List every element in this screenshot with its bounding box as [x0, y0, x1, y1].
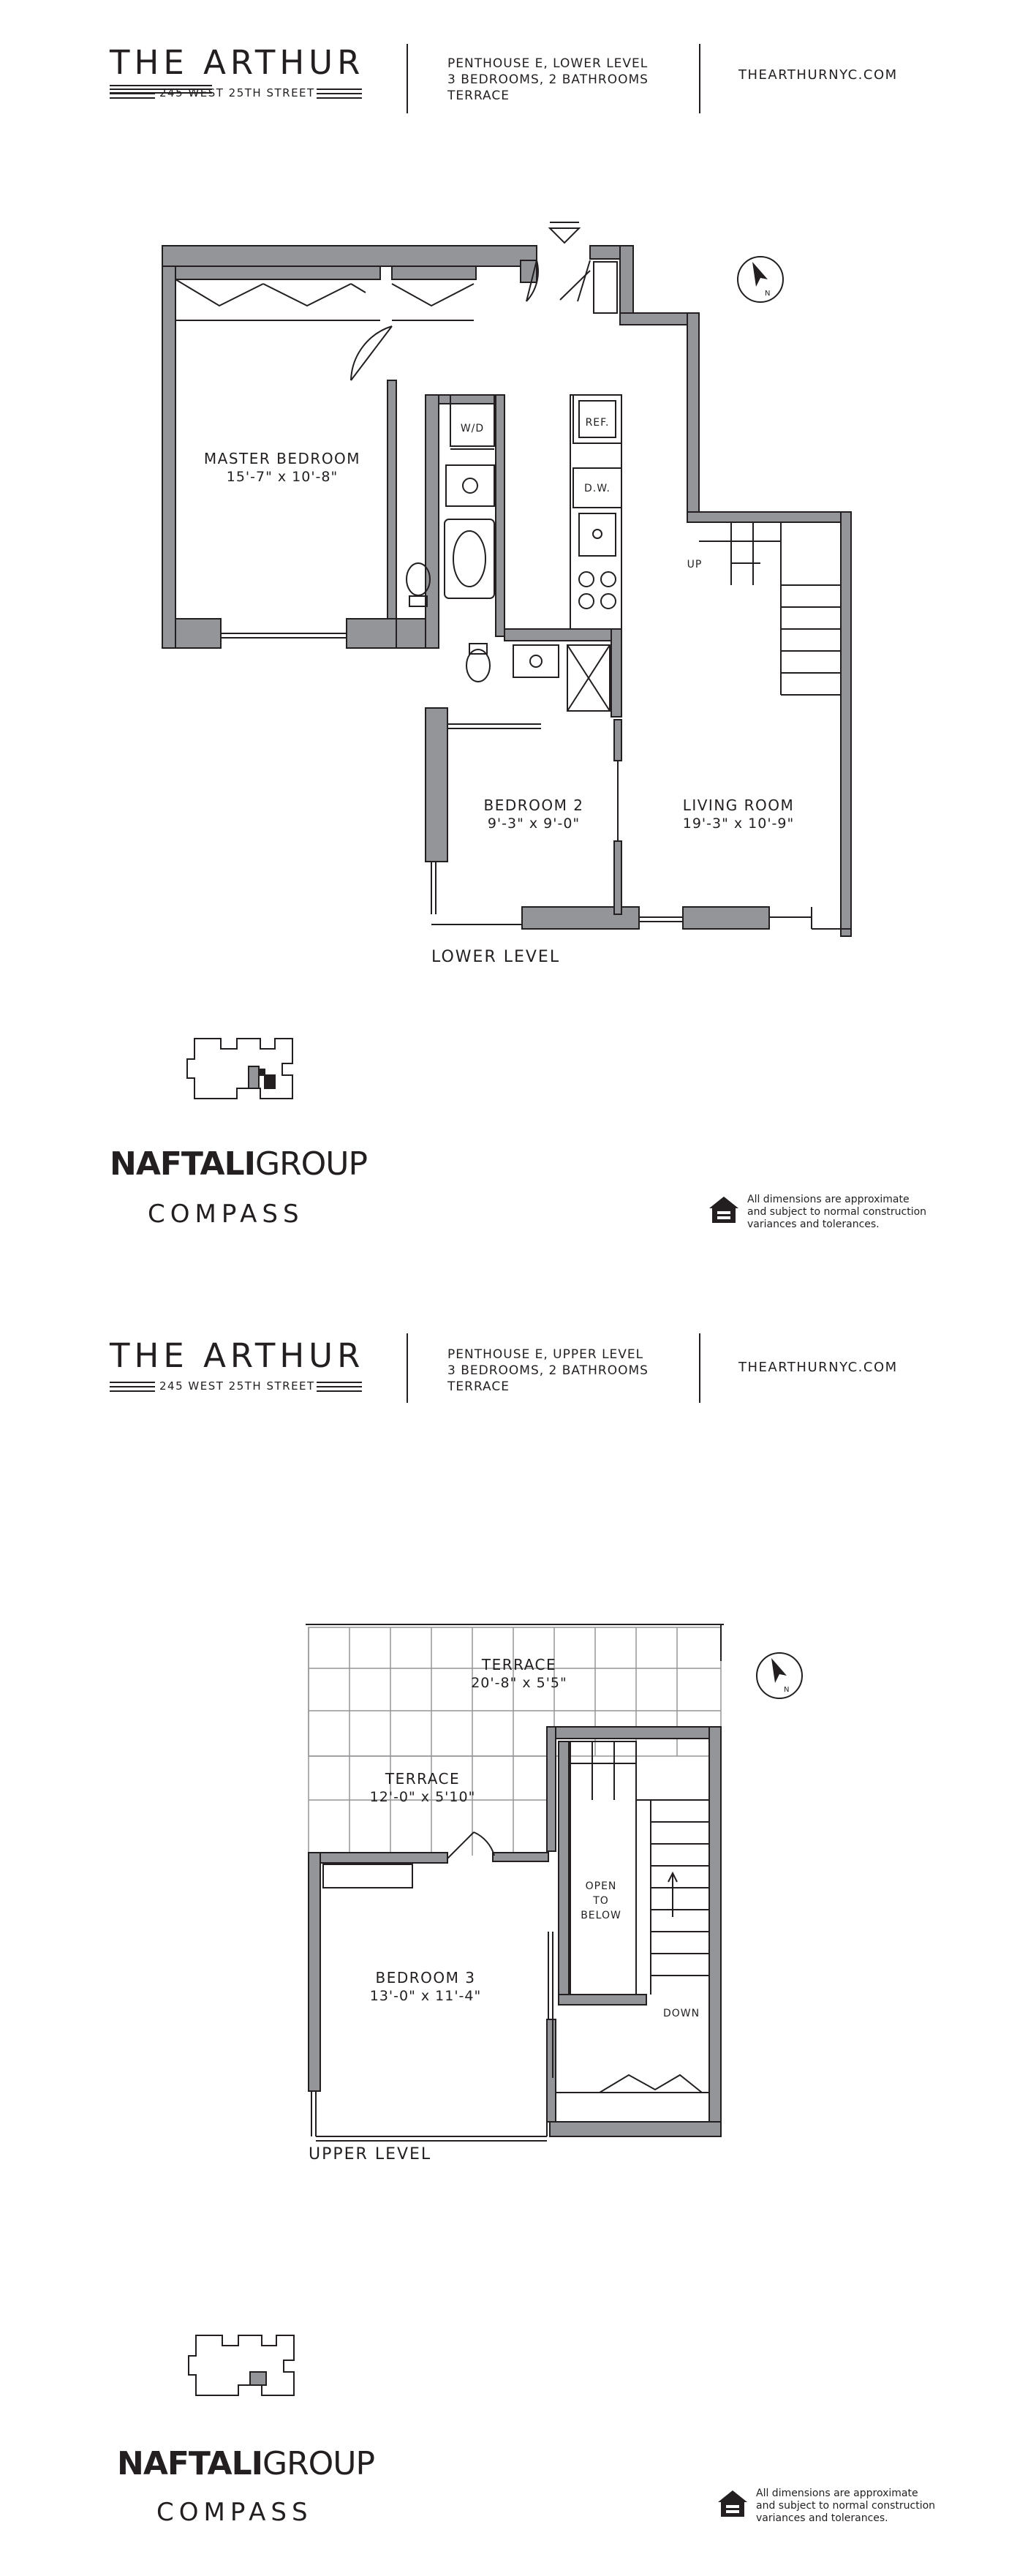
- room-name: TERRACE: [385, 1770, 461, 1788]
- fixture-label: OPEN: [585, 1880, 617, 1892]
- brand-name: THE ARTHUR: [110, 43, 365, 82]
- fixture-label: W/D: [460, 423, 485, 434]
- upper-level-sheet: [0, 1288, 1028, 2576]
- upper-floor-plan: [0, 1288, 1028, 2576]
- room-name: MASTER BEDROOM: [203, 450, 361, 467]
- room-name: TERRACE: [481, 1656, 557, 1673]
- unit-line: 3 BEDROOMS, 2 BATHROOMS: [447, 72, 649, 87]
- website-link[interactable]: THEARTHURNYC.COM: [738, 1360, 898, 1375]
- room-name: BEDROOM 3: [375, 1969, 476, 1986]
- fixture-label: DOWN: [662, 2008, 700, 2019]
- unit-line: 3 BEDROOMS, 2 BATHROOMS: [447, 1363, 649, 1378]
- website-link[interactable]: THEARTHURNYC.COM: [738, 67, 898, 83]
- equal-housing-icon: [715, 2488, 750, 2520]
- compass-logo: COMPASS: [156, 2498, 313, 2527]
- brand-address: 245 WEST 25TH STREET: [159, 1379, 315, 1393]
- level-title: UPPER LEVEL: [309, 2145, 432, 2163]
- fixture-label: D.W.: [584, 483, 611, 494]
- room-dims: 15'-7" x 10'-8": [226, 469, 339, 485]
- room-name: LIVING ROOM: [682, 796, 795, 814]
- room-name: BEDROOM 2: [483, 796, 584, 814]
- unit-line: PENTHOUSE E, UPPER LEVEL: [447, 1347, 644, 1362]
- compass-letter: N: [784, 1686, 790, 1694]
- naftali-group-logo: NAFTALIGROUP: [110, 1145, 368, 1183]
- room-dims: 12'-0" x 5'10": [369, 1789, 476, 1805]
- walls: [162, 246, 851, 936]
- room-dims: 20'-8" x 5'5": [471, 1675, 567, 1691]
- unit-line: PENTHOUSE E, LOWER LEVEL: [447, 56, 649, 71]
- north-compass-icon: [757, 1653, 802, 1698]
- key-plan-icon: [186, 1034, 295, 1107]
- brand-name: THE ARTHUR: [110, 1336, 365, 1375]
- naftali-group-logo: NAFTALIGROUP: [117, 2445, 375, 2482]
- disclaimer: All dimensions are approximate and subject to normal construction variances and tolerances.: [756, 2488, 936, 2524]
- fixture-label: REF.: [585, 417, 610, 429]
- fixture-label: UP: [687, 559, 703, 570]
- unit-line: TERRACE: [447, 88, 510, 103]
- room-dims: 13'-0" x 11'-4": [369, 1988, 482, 2004]
- equal-housing-icon: [706, 1194, 741, 1226]
- fixture-label: TO: [593, 1895, 609, 1907]
- compass-letter: N: [765, 290, 771, 298]
- room-dims: 19'-3" x 10'-9": [682, 816, 795, 832]
- north-compass-icon: [738, 257, 783, 302]
- brand-address: 245 WEST 25TH STREET: [159, 86, 315, 99]
- disclaimer: All dimensions are approximate and subject to normal construction variances and tolerances.: [747, 1194, 927, 1230]
- key-plan-icon: [187, 2331, 297, 2404]
- fixture-label: BELOW: [581, 1910, 621, 1921]
- level-title: LOWER LEVEL: [431, 948, 561, 966]
- compass-logo: COMPASS: [148, 1200, 304, 1229]
- room-dims: 9'-3" x 9'-0": [487, 816, 581, 832]
- unit-line: TERRACE: [447, 1379, 510, 1394]
